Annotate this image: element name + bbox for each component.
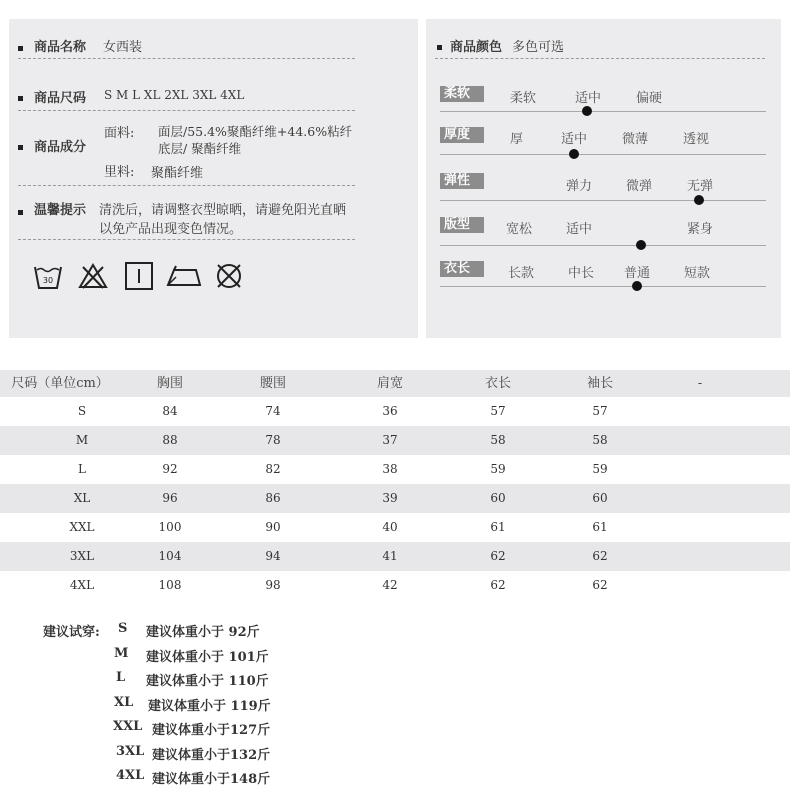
bullet-icon	[18, 210, 23, 215]
table-cell: M	[75, 433, 89, 447]
thickness-track	[440, 154, 766, 155]
divider	[435, 58, 765, 59]
fit-indicator	[636, 240, 646, 250]
product-name-value: 女西装	[103, 40, 143, 55]
svg-text:30: 30	[42, 276, 54, 285]
divider	[18, 58, 355, 59]
product-size-label: 商品尺码	[34, 91, 87, 106]
care-tip-line2: 以免产品出现变色情况。	[99, 222, 243, 237]
table-row	[0, 571, 790, 600]
color-value: 多色可选	[512, 40, 565, 55]
no-bleach-icon	[78, 261, 108, 291]
option-medium: 适中	[566, 222, 593, 237]
care-tip-line1: 清洗后，请调整衣型晾晒，请避免阳光直晒	[99, 203, 347, 218]
table-header-cell: 尺码（单位cm）	[11, 376, 109, 391]
care-tip-label: 温馨提示	[34, 203, 87, 218]
table-cell: XXL	[69, 520, 95, 534]
tag-fit: 版型	[440, 217, 484, 233]
table-cell: 104	[158, 549, 182, 563]
recommendation-text: 建议体重小于 92斤	[146, 625, 260, 640]
elasticity-track	[440, 200, 766, 201]
table-header-cell: 袖长	[586, 376, 614, 391]
table-cell: 78	[265, 433, 281, 447]
no-dry-clean-icon	[214, 261, 244, 291]
option-loose: 宽松	[506, 222, 533, 237]
table-row	[0, 455, 790, 484]
iron-icon	[164, 261, 204, 291]
elasticity-indicator	[694, 195, 704, 205]
product-size-value: S M L XL 2XL 3XL 4XL	[104, 88, 245, 102]
recommendation-size: 3XL	[116, 743, 145, 759]
table-cell: 3XL	[69, 549, 95, 563]
table-header-cell: 肩宽	[376, 376, 404, 391]
recommendation-text: 建议体重小于 101斤	[146, 649, 269, 665]
table-header-row	[0, 370, 790, 397]
option-stretch: 弹力	[566, 179, 593, 194]
option-medium: 适中	[575, 91, 602, 106]
thickness-indicator	[569, 149, 579, 159]
option-soft: 柔软	[510, 91, 537, 106]
option-thick: 厚	[510, 132, 524, 147]
option-mid-length: 中长	[568, 266, 595, 281]
size-table	[0, 370, 790, 600]
bullet-icon	[18, 145, 23, 150]
table-cell: 38	[382, 462, 398, 476]
divider	[18, 110, 355, 111]
table-cell: 82	[265, 462, 281, 476]
table-header-cell: 腰围	[259, 376, 287, 391]
table-row	[0, 513, 790, 542]
option-thin: 微薄	[622, 132, 649, 147]
softness-indicator	[582, 106, 592, 116]
composition-label: 商品成分	[34, 140, 87, 155]
table-cell: 58	[490, 433, 506, 447]
fabric-value-line2: 底层/ 聚酯纤维	[158, 141, 242, 156]
recommendation-label: 建议试穿:	[43, 625, 100, 640]
lining-value: 聚酯纤维	[151, 166, 204, 181]
product-name-label: 商品名称	[34, 40, 87, 55]
table-header-cell: 衣长	[484, 376, 512, 391]
tag-softness: 柔软	[440, 86, 484, 102]
bullet-icon	[18, 96, 23, 101]
bullet-icon	[437, 45, 442, 50]
option-no-stretch: 无弹	[687, 179, 714, 194]
table-cell: 88	[162, 433, 178, 447]
recommendation-text: 建议体重小于127斤	[152, 723, 271, 738]
tag-thickness: 厚度	[440, 127, 484, 143]
table-cell: 62	[592, 578, 608, 592]
tag-elasticity: 弹性	[440, 173, 484, 189]
table-cell: 59	[490, 462, 506, 476]
table-cell: 61	[592, 520, 608, 534]
table-header-cell: -	[697, 376, 703, 391]
tumble-dry-icon	[124, 261, 154, 291]
table-cell: 59	[592, 462, 608, 476]
table-cell: 58	[592, 433, 608, 447]
table-row	[0, 426, 790, 455]
table-cell: 90	[265, 520, 281, 534]
table-cell: 61	[490, 520, 506, 534]
table-cell: 84	[162, 404, 178, 418]
fit-track	[440, 245, 766, 246]
table-cell: 39	[382, 491, 398, 505]
table-cell: 98	[265, 578, 281, 592]
table-cell: 57	[490, 404, 506, 418]
table-cell: 62	[490, 549, 506, 563]
table-cell: 36	[382, 404, 398, 418]
recommendation-text: 建议体重小于 119斤	[148, 698, 271, 714]
table-header-cell: 胸围	[156, 376, 184, 391]
length-indicator	[632, 281, 642, 291]
table-row	[0, 542, 790, 571]
table-cell: 86	[265, 491, 281, 505]
recommendation-size: XL	[114, 694, 134, 710]
option-slight-stretch: 微弹	[626, 179, 653, 194]
table-cell: 74	[265, 404, 281, 418]
recommendation-text: 建议体重小于132斤	[152, 747, 271, 763]
table-cell: 62	[490, 578, 506, 592]
table-row	[0, 397, 790, 426]
table-cell: 108	[158, 578, 182, 592]
recommendation-size: S	[118, 621, 128, 636]
recommendation-size: 4XL	[116, 768, 145, 783]
divider	[18, 185, 355, 186]
fabric-label: 面料:	[104, 126, 135, 141]
option-sheer: 透视	[683, 132, 710, 147]
table-cell: 96	[162, 491, 178, 505]
table-cell: 62	[592, 549, 608, 563]
table-cell: 37	[382, 433, 398, 447]
table-cell: 94	[265, 549, 281, 563]
option-regular: 普通	[624, 266, 651, 281]
table-cell: 41	[382, 549, 398, 563]
option-medium: 适中	[561, 132, 588, 147]
table-cell: S	[77, 404, 87, 418]
lining-label: 里料:	[104, 165, 135, 180]
table-cell: 42	[382, 578, 398, 592]
wash-30-icon	[33, 261, 63, 291]
recommendation-text: 建议体重小于 110斤	[146, 674, 269, 689]
length-track	[440, 286, 766, 287]
option-short: 短款	[684, 266, 711, 281]
table-cell: XL	[73, 491, 91, 505]
softness-track	[440, 111, 766, 112]
table-cell: 92	[162, 462, 178, 476]
recommendation-size: XXL	[113, 719, 143, 734]
table-cell: 40	[382, 520, 398, 534]
table-row	[0, 484, 790, 513]
divider	[18, 239, 355, 240]
color-label: 商品颜色	[450, 40, 503, 55]
table-cell: 60	[490, 491, 506, 505]
recommendation-size: M	[114, 645, 129, 661]
table-cell: 57	[592, 404, 608, 418]
bullet-icon	[18, 46, 23, 51]
recommendation-size: L	[116, 670, 126, 685]
fabric-value-line1: 面层/55.4%聚酯纤维+44.6%粘纤	[158, 124, 353, 139]
table-cell: 100	[158, 520, 182, 534]
table-cell: 4XL	[69, 578, 95, 592]
table-cell: 60	[592, 491, 608, 505]
option-tight: 紧身	[687, 222, 714, 237]
option-hard: 偏硬	[636, 91, 663, 106]
option-long: 长款	[508, 266, 535, 281]
tag-length: 衣长	[440, 261, 484, 277]
table-cell: L	[78, 462, 86, 476]
recommendation-text: 建议体重小于148斤	[152, 772, 271, 787]
